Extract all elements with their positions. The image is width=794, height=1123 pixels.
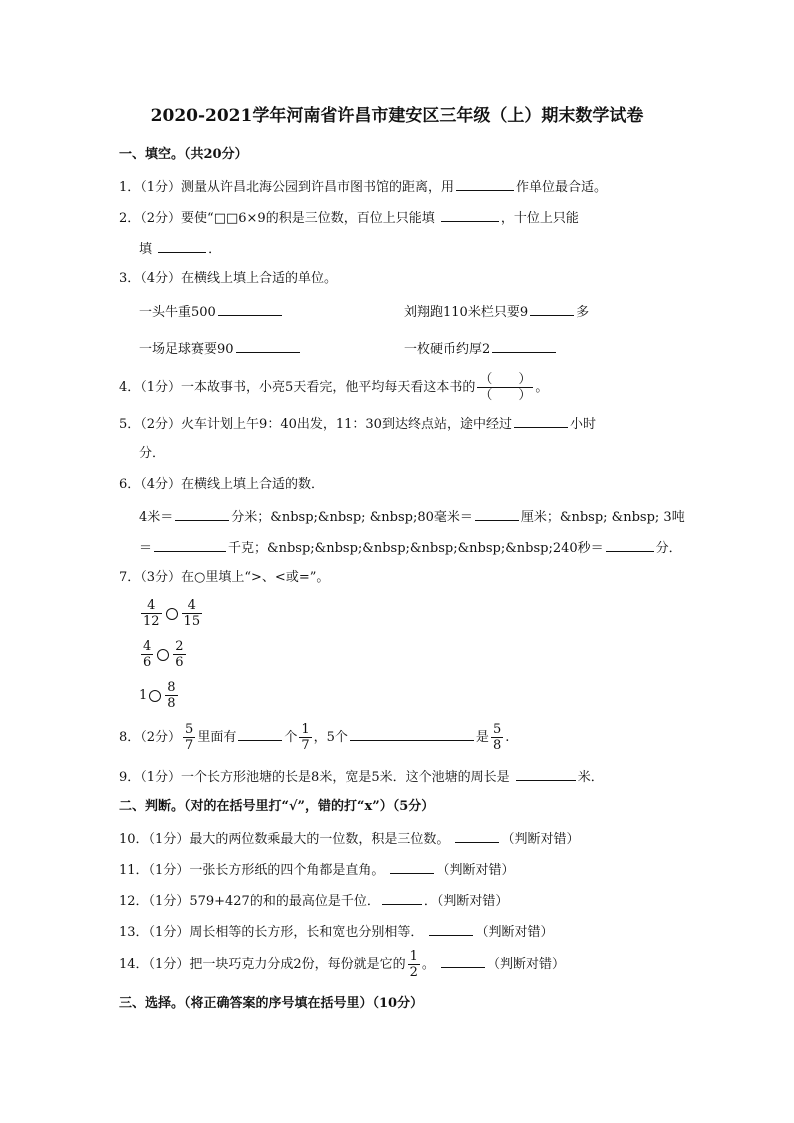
q6-l1-text-a: 4米＝ <box>139 510 174 525</box>
q6-blank-1 <box>175 507 229 521</box>
q7-p2-ld: 6 <box>143 655 152 670</box>
question-2-cont <box>139 239 221 259</box>
q7-p1-rd: 15 <box>183 614 201 629</box>
q8-f1-num: 5 <box>185 722 194 737</box>
q14-text: 14．（1分）把一块巧克力分成2份，每份就是它的 <box>119 957 406 972</box>
question-11 <box>119 860 514 880</box>
q11-text: 11．（1分）一张长方形纸的四个角都是直角。 <box>119 863 385 878</box>
q5-blank <box>514 414 568 428</box>
q8-f2-num: 1 <box>301 722 310 737</box>
q3-item-2-end: 多 <box>576 305 590 320</box>
q6-l2-text-b: 千克；&nbsp;&nbsp;&nbsp;&nbsp;&nbsp;&nbsp;240秒＝ <box>228 541 604 556</box>
q9-blank <box>516 767 576 781</box>
q7-p1-ln: 4 <box>141 598 162 614</box>
section-1-heading: 一、填空。（共20分） <box>119 147 248 162</box>
q4-text: 4．（1分）一本故事书，小亮5天看完，他平均每天看这本书的 <box>119 380 476 395</box>
q6-line-2 <box>139 538 682 558</box>
question-9 <box>119 767 604 787</box>
compare-circle-icon <box>166 608 178 620</box>
q13-judge: （判断对错） <box>475 925 554 940</box>
q14-fraction <box>408 949 420 980</box>
question-12 <box>119 891 508 911</box>
q2-text-3: 填 <box>139 242 153 257</box>
q6-blank-2 <box>475 507 519 521</box>
q3-blank-2 <box>530 302 574 316</box>
q7-p3-rd: 8 <box>167 696 176 711</box>
q1-text-end: 作单位最合适。 <box>516 180 608 195</box>
q8-f3-den: 8 <box>492 738 502 753</box>
page-title: 2020-2021学年河南省许昌市建安区三年级（上）期末数学试卷 <box>150 106 644 126</box>
q2-blank-1 <box>441 208 499 222</box>
q8-text-3: 个 <box>284 730 298 745</box>
q8-f1-den: 7 <box>185 738 194 753</box>
q7-pair-3 <box>139 680 180 712</box>
q10-judge: （判断对错） <box>501 832 580 847</box>
q8-fraction-1 <box>183 722 195 753</box>
q11-blank <box>390 860 434 874</box>
q8-text: 8．（2分） <box>119 730 182 745</box>
question-3: 3．（4分）在横线上填上合适的单位。 <box>119 271 338 286</box>
question-13 <box>119 922 553 942</box>
question-4 <box>119 372 548 403</box>
q2-text: 2．（2分）要使“□□6×9的积是三位数，百位上只能填 <box>119 211 435 226</box>
q14-text-2: 。 <box>421 957 435 972</box>
section-2-heading: 二、判断。（对的在括号里打“√”，错的打“x”）（5分） <box>119 799 435 814</box>
q3-item-3 <box>139 339 302 359</box>
q3-item-2-text: 刘翔跑110米栏只要9 <box>404 305 529 320</box>
q8-blank-2 <box>350 727 474 741</box>
q9-text: 9．（1分）一个长方形池塘的长是8米，宽是5米．这个池塘的周长是 <box>119 770 510 785</box>
q3-item-2 <box>404 302 589 322</box>
q7-p3-left: 1 <box>139 688 148 703</box>
question-2 <box>119 208 579 228</box>
q7-p1-rn: 4 <box>182 598 203 614</box>
q10-blank <box>455 829 499 843</box>
q12-judge: ．（判断对错） <box>423 894 509 909</box>
q1-blank <box>456 177 514 191</box>
q4-fraction <box>477 372 533 403</box>
q5-text: 5．（2分）火车计划上午9：40出发，11：30到达终点站，途中经过 <box>119 417 512 432</box>
q8-fraction-3 <box>491 722 503 753</box>
q13-blank <box>429 922 473 936</box>
q3-blank-4 <box>492 339 556 353</box>
q7-p1-left <box>141 598 162 629</box>
q4-denominator: （ ） <box>479 388 532 403</box>
compare-circle-icon <box>149 690 161 702</box>
q12-text: 12．（1分）579+427的和的最高位是千位． <box>119 894 380 909</box>
q2-text-4: ． <box>208 242 222 257</box>
q1-text: 1．（1分）测量从许昌北海公园到许昌市图书馆的距离，用 <box>119 180 455 195</box>
q7-p2-left <box>141 639 153 670</box>
q3-item-1-text: 一头牛重500 <box>139 305 216 320</box>
q9-text-end: 米． <box>577 770 604 785</box>
q3-item-1 <box>139 302 284 322</box>
q6-l2-text-a: ＝ <box>139 541 153 556</box>
question-5 <box>119 414 596 434</box>
question-14 <box>119 949 565 981</box>
q3-blank-3 <box>236 339 300 353</box>
q6-l2-text-c: 分． <box>655 541 682 556</box>
q3-item-3-text: 一场足球赛要90 <box>139 342 234 357</box>
q14-judge: （判断对错） <box>487 957 566 972</box>
q8-text-6: . <box>505 730 510 745</box>
q2-blank-2 <box>158 239 206 253</box>
q6-blank-4 <box>606 538 654 552</box>
q8-text-5: 是 <box>475 730 489 745</box>
q8-f3-num: 5 <box>492 722 502 737</box>
q4-text-end: 。 <box>535 380 549 395</box>
q7-p1-ld: 12 <box>143 614 160 629</box>
question-6: 6．（4分）在横线上填上合适的数． <box>119 477 325 492</box>
q3-item-4 <box>404 339 558 359</box>
q7-p2-ln: 4 <box>143 639 152 654</box>
q7-p2-rn: 2 <box>175 639 184 654</box>
q7-pair-2 <box>139 639 188 671</box>
q3-blank-1 <box>218 302 282 316</box>
q7-p2-right <box>173 639 185 670</box>
q6-l1-text-b: 分米；&nbsp;&nbsp; &nbsp;80毫米＝ <box>231 510 473 525</box>
question-7: 7．（3分）在○里填上“>、<或=”。 <box>119 570 330 585</box>
q4-numerator: （ ） <box>479 372 532 387</box>
q6-blank-3 <box>154 538 226 552</box>
question-10 <box>119 829 579 849</box>
q12-blank <box>382 891 422 905</box>
q13-text: 13．（1分）周长相等的长方形，长和宽也分别相等． <box>119 925 424 940</box>
compare-circle-icon <box>157 649 169 661</box>
q8-f2-den: 7 <box>301 738 310 753</box>
q14-den: 2 <box>409 965 418 980</box>
q7-p2-rd: 6 <box>175 655 184 670</box>
q7-pair-1 <box>139 598 204 630</box>
q10-text: 10．（1分）最大的两位数乘最大的一位数，积是三位数。 <box>119 832 450 847</box>
q14-blank <box>441 954 485 968</box>
question-1 <box>119 177 607 197</box>
q7-p1-right <box>182 598 203 629</box>
question-8 <box>119 722 509 754</box>
q6-line-1 <box>139 507 685 527</box>
q11-judge: （判断对错） <box>436 863 515 878</box>
section-3-heading: 三、选择。（将正确答案的序号填在括号里）（10分） <box>119 996 424 1011</box>
q3-item-4-text: 一枚硬币约厚2 <box>404 342 491 357</box>
q8-blank-1 <box>238 727 282 741</box>
q6-l1-text-c: 厘米；&nbsp; &nbsp; 3吨 <box>520 510 685 525</box>
q8-fraction-2 <box>299 722 311 753</box>
q8-text-4: ，5个 <box>313 730 348 745</box>
q7-p3-rn: 8 <box>167 680 176 695</box>
question-5-cont: 分． <box>139 446 166 461</box>
q7-p3-right <box>165 680 177 711</box>
q14-num: 1 <box>409 949 418 964</box>
q8-text-2: 里面有 <box>197 730 237 745</box>
q5-text-2: 小时 <box>569 417 596 432</box>
q2-text-2: ，十位上只能 <box>500 211 579 226</box>
